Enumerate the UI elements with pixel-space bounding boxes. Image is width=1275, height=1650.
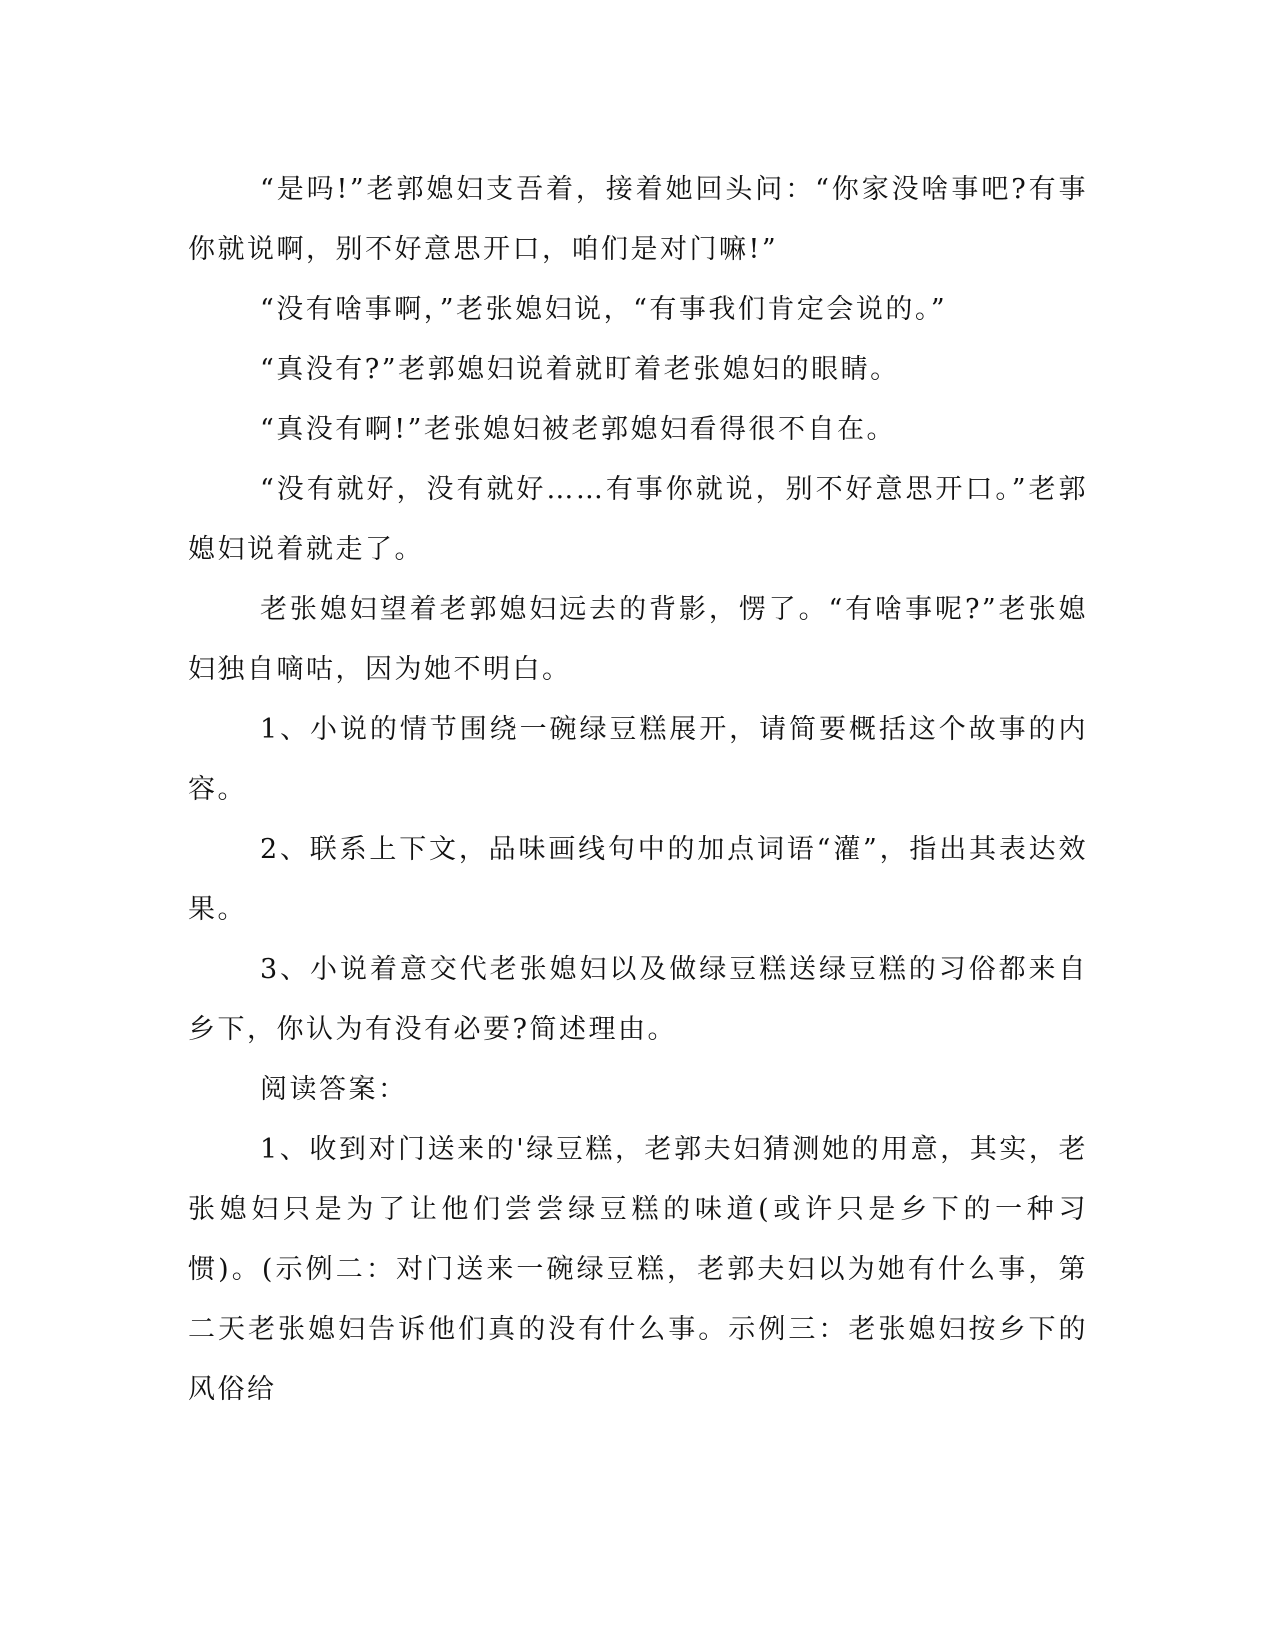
dialogue-paragraph: “是吗!”老郭媳妇支吾着，接着她回头问：“你家没啥事吧?有事你就说啊，别不好意思开口，咱们是对门嘛!” (188, 174, 1088, 265)
dialogue-paragraph: “没有就好，没有就好……有事你就说，别不好意思开口。”老郭媳妇说着就走了。 (188, 474, 1088, 565)
question-3: 3、小说着意交代老张媳妇以及做绿豆糕送绿豆糕的习俗都来自乡下，你认为有没有必要?简述理由。 (188, 954, 1088, 1045)
question-1: 1、小说的情节围绕一碗绿豆糕展开，请简要概括这个故事的内容。 (188, 714, 1088, 805)
answer-heading: 阅读答案： (260, 1074, 408, 1105)
narrative-paragraph: 老张媳妇望着老郭媳妇远去的背影，愣了。“有啥事呢?”老张媳妇独自嘀咕，因为她不明白。 (188, 594, 1088, 685)
dialogue-paragraph: “真没有?”老郭媳妇说着就盯着老张媳妇的眼睛。 (260, 354, 900, 385)
document-body (188, 160, 1088, 1420)
question-2: 2、联系上下文，品味画线句中的加点词语“灌”，指出其表达效果。 (188, 834, 1088, 925)
dialogue-paragraph: “没有啥事啊，”老张媳妇说，“有事我们肯定会说的。” (260, 294, 948, 325)
dialogue-paragraph: “真没有啊!”老张媳妇被老郭媳妇看得很不自在。 (260, 414, 896, 445)
answer-1: 1、收到对门送来的'绿豆糕，老郭夫妇猜测她的用意，其实，老张媳妇只是为了让他们尝尝绿豆糕的味道(或许只是乡下的一种习惯)。(示例二：对门送来一碗绿豆糕，老郭夫妇以为她有什么事，第二天老张媳妇告诉他们真的没有什么事。示例三：老张媳妇按乡下的风俗给 (188, 1134, 1088, 1405)
